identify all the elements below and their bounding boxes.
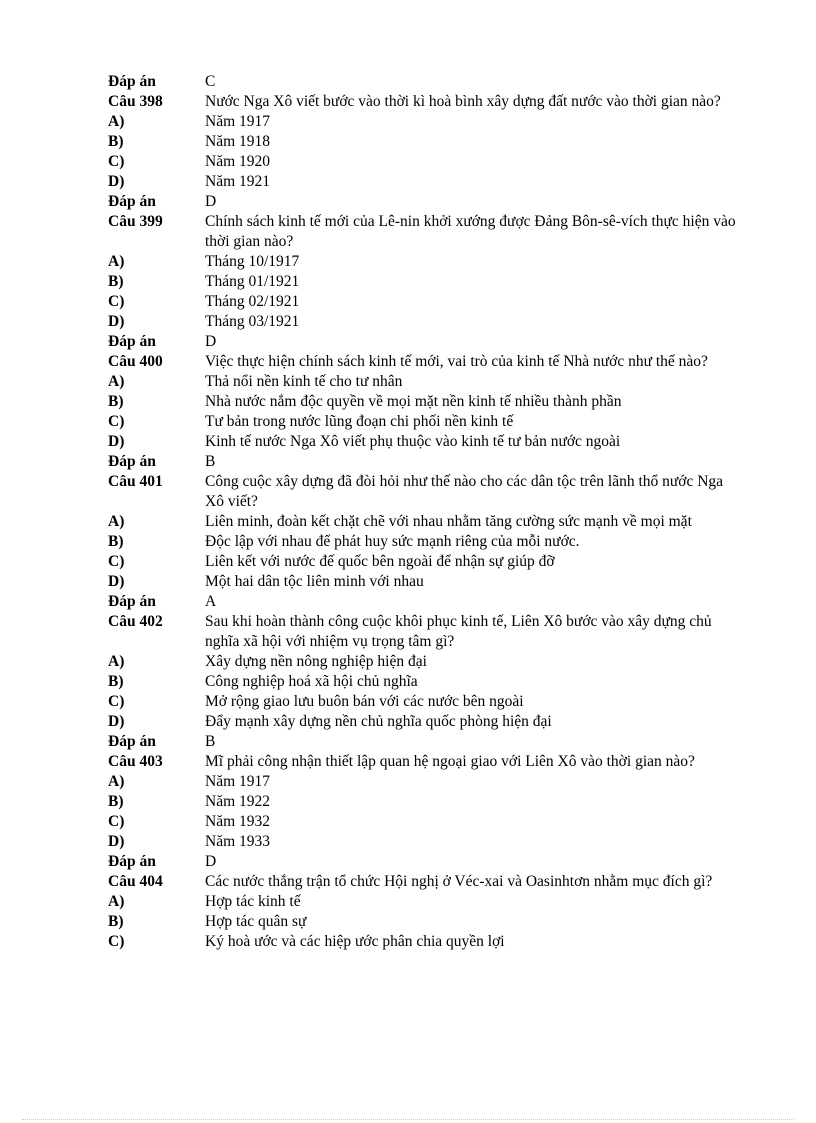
row-label: A) (108, 773, 125, 790)
row-text: Sau khi hoàn thành công cuộc khôi phục kinh tế, Liên Xô bước vào xây dựng chủ nghĩa xã hội với nhiệm vụ trọng tâm gì? (205, 613, 712, 650)
row-text: Liên kết với nước đế quốc bên ngoài để nhận sự giúp đỡ (205, 553, 555, 570)
row-text: D (205, 193, 217, 210)
document-row (108, 352, 738, 372)
document-row (108, 72, 738, 92)
row-label: B) (108, 533, 124, 550)
row-text: B (205, 453, 216, 470)
row-label: Câu 399 (108, 213, 163, 230)
row-text: Tháng 02/1921 (205, 293, 300, 310)
document-row (108, 272, 738, 292)
row-text: Năm 1920 (205, 153, 271, 170)
document-row (108, 652, 738, 672)
row-label: Đáp án (108, 453, 156, 470)
row-text: Chính sách kinh tế mới của Lê-nin khởi xướng được Đảng Bôn-sê-vích thực hiện vào thời gian nào? (205, 213, 736, 250)
row-label: D) (108, 833, 125, 850)
row-text: Tháng 01/1921 (205, 273, 300, 290)
row-label: A) (108, 373, 125, 390)
document-row (108, 392, 738, 412)
row-label: A) (108, 893, 125, 910)
row-label: Câu 401 (108, 473, 163, 490)
document-row (108, 772, 738, 792)
row-label: B) (108, 793, 124, 810)
document-row (108, 792, 738, 812)
document-row (108, 672, 738, 692)
row-label: C) (108, 293, 125, 310)
row-label: Câu 398 (108, 93, 163, 110)
row-label: D) (108, 433, 125, 450)
row-label: Đáp án (108, 193, 156, 210)
document-row (108, 372, 738, 392)
row-label: Đáp án (108, 733, 156, 750)
row-text: Tháng 10/1917 (205, 253, 300, 270)
row-text: Thả nổi nền kinh tế cho tư nhân (205, 373, 403, 390)
row-text: D (205, 853, 217, 870)
document-row (108, 692, 738, 712)
document-row (108, 132, 738, 152)
row-text: Nước Nga Xô viết bước vào thời kì hoà bình xây dựng đất nước vào thời gian nào? (205, 93, 721, 110)
row-label: B) (108, 913, 124, 930)
page-bottom-rule (22, 1119, 794, 1120)
document-row (108, 312, 738, 332)
document-row (108, 552, 738, 572)
row-label: C) (108, 933, 125, 950)
row-label: Câu 404 (108, 873, 163, 890)
row-label: C) (108, 153, 125, 170)
row-label: C) (108, 693, 125, 710)
row-text: Công cuộc xây dựng đã đòi hỏi như thế nào cho các dân tộc trên lãnh thổ nước Nga Xô viết? (205, 473, 724, 510)
row-label: A) (108, 113, 125, 130)
row-label: D) (108, 173, 125, 190)
document-row (108, 412, 738, 432)
row-text: Năm 1922 (205, 793, 271, 810)
row-text: Năm 1917 (205, 113, 271, 130)
row-text: Năm 1918 (205, 133, 271, 150)
row-label: Câu 402 (108, 613, 163, 630)
row-label: C) (108, 413, 125, 430)
document-row (108, 872, 738, 892)
row-text: A (205, 593, 217, 610)
document-row (108, 752, 738, 772)
row-label: B) (108, 273, 124, 290)
document-row (108, 92, 738, 112)
document-row (108, 452, 738, 472)
row-label: Đáp án (108, 73, 156, 90)
row-text: Kinh tế nước Nga Xô viết phụ thuộc vào kinh tế tư bản nước ngoài (205, 433, 621, 450)
document-row (108, 332, 738, 352)
row-label: A) (108, 653, 125, 670)
row-text: Công nghiệp hoá xã hội chủ nghĩa (205, 673, 418, 690)
row-text: Tháng 03/1921 (205, 313, 300, 330)
document-row (108, 212, 738, 252)
row-text: Năm 1932 (205, 813, 271, 830)
document-row (108, 532, 738, 552)
row-label: C) (108, 813, 125, 830)
row-text: Xây dựng nền nông nghiệp hiện đại (205, 653, 427, 670)
row-label: A) (108, 253, 125, 270)
row-label: D) (108, 713, 125, 730)
document-row (108, 512, 738, 532)
row-text: Liên minh, đoàn kết chặt chẽ với nhau nhằm tăng cường sức mạnh về mọi mặt (205, 513, 692, 530)
row-text: Mĩ phải công nhận thiết lập quan hệ ngoại giao với Liên Xô vào thời gian nào? (205, 753, 695, 770)
document-page (108, 72, 738, 952)
document-row (108, 172, 738, 192)
row-label: B) (108, 393, 124, 410)
row-text: B (205, 733, 216, 750)
row-text: Độc lập với nhau để phát huy sức mạnh riêng của mỗi nước. (205, 533, 580, 550)
row-label: B) (108, 133, 124, 150)
document-row (108, 892, 738, 912)
document-row (108, 712, 738, 732)
row-label: A) (108, 513, 125, 530)
row-text: Tư bản trong nước lũng đoạn chi phối nền kinh tế (205, 413, 514, 430)
row-text: Hợp tác quân sự (205, 913, 307, 930)
row-text: Năm 1917 (205, 773, 271, 790)
document-row (108, 432, 738, 452)
document-row (108, 852, 738, 872)
row-text: Việc thực hiện chính sách kinh tế mới, vai trò của kinh tế Nhà nước như thế nào? (205, 353, 708, 370)
row-label: B) (108, 673, 124, 690)
document-row (108, 912, 738, 932)
document-row (108, 112, 738, 132)
document-row (108, 832, 738, 852)
document-row (108, 572, 738, 592)
row-text: Một hai dân tộc liên minh với nhau (205, 573, 424, 590)
document-row (108, 592, 738, 612)
row-text: Mở rộng giao lưu buôn bán với các nước bên ngoài (205, 693, 524, 710)
row-text: Các nước thắng trận tổ chức Hội nghị ở Véc-xai và Oasinhtơn nhằm mục đích gì? (205, 873, 713, 890)
document-row (108, 192, 738, 212)
document-row (108, 252, 738, 272)
row-label: Đáp án (108, 853, 156, 870)
row-text: C (205, 73, 216, 90)
document-row (108, 152, 738, 172)
document-row (108, 732, 738, 752)
row-text: Nhà nước nắm độc quyền về mọi mặt nền kinh tế nhiều thành phần (205, 393, 622, 410)
row-text: Ký hoà ước và các hiệp ước phân chia quyền lợi (205, 933, 505, 950)
row-label: C) (108, 553, 125, 570)
row-label: Đáp án (108, 333, 156, 350)
document-row (108, 472, 738, 512)
document-row (108, 612, 738, 652)
document-row (108, 292, 738, 312)
row-label: Đáp án (108, 593, 156, 610)
document-row (108, 812, 738, 832)
row-text: Năm 1921 (205, 173, 271, 190)
row-label: D) (108, 573, 125, 590)
document-row (108, 932, 738, 952)
row-label: Câu 400 (108, 353, 163, 370)
row-text: D (205, 333, 217, 350)
row-text: Hợp tác kinh tế (205, 893, 301, 910)
row-label: D) (108, 313, 125, 330)
row-text: Năm 1933 (205, 833, 271, 850)
row-label: Câu 403 (108, 753, 163, 770)
row-text: Đẩy mạnh xây dựng nền chủ nghĩa quốc phòng hiện đại (205, 713, 552, 730)
